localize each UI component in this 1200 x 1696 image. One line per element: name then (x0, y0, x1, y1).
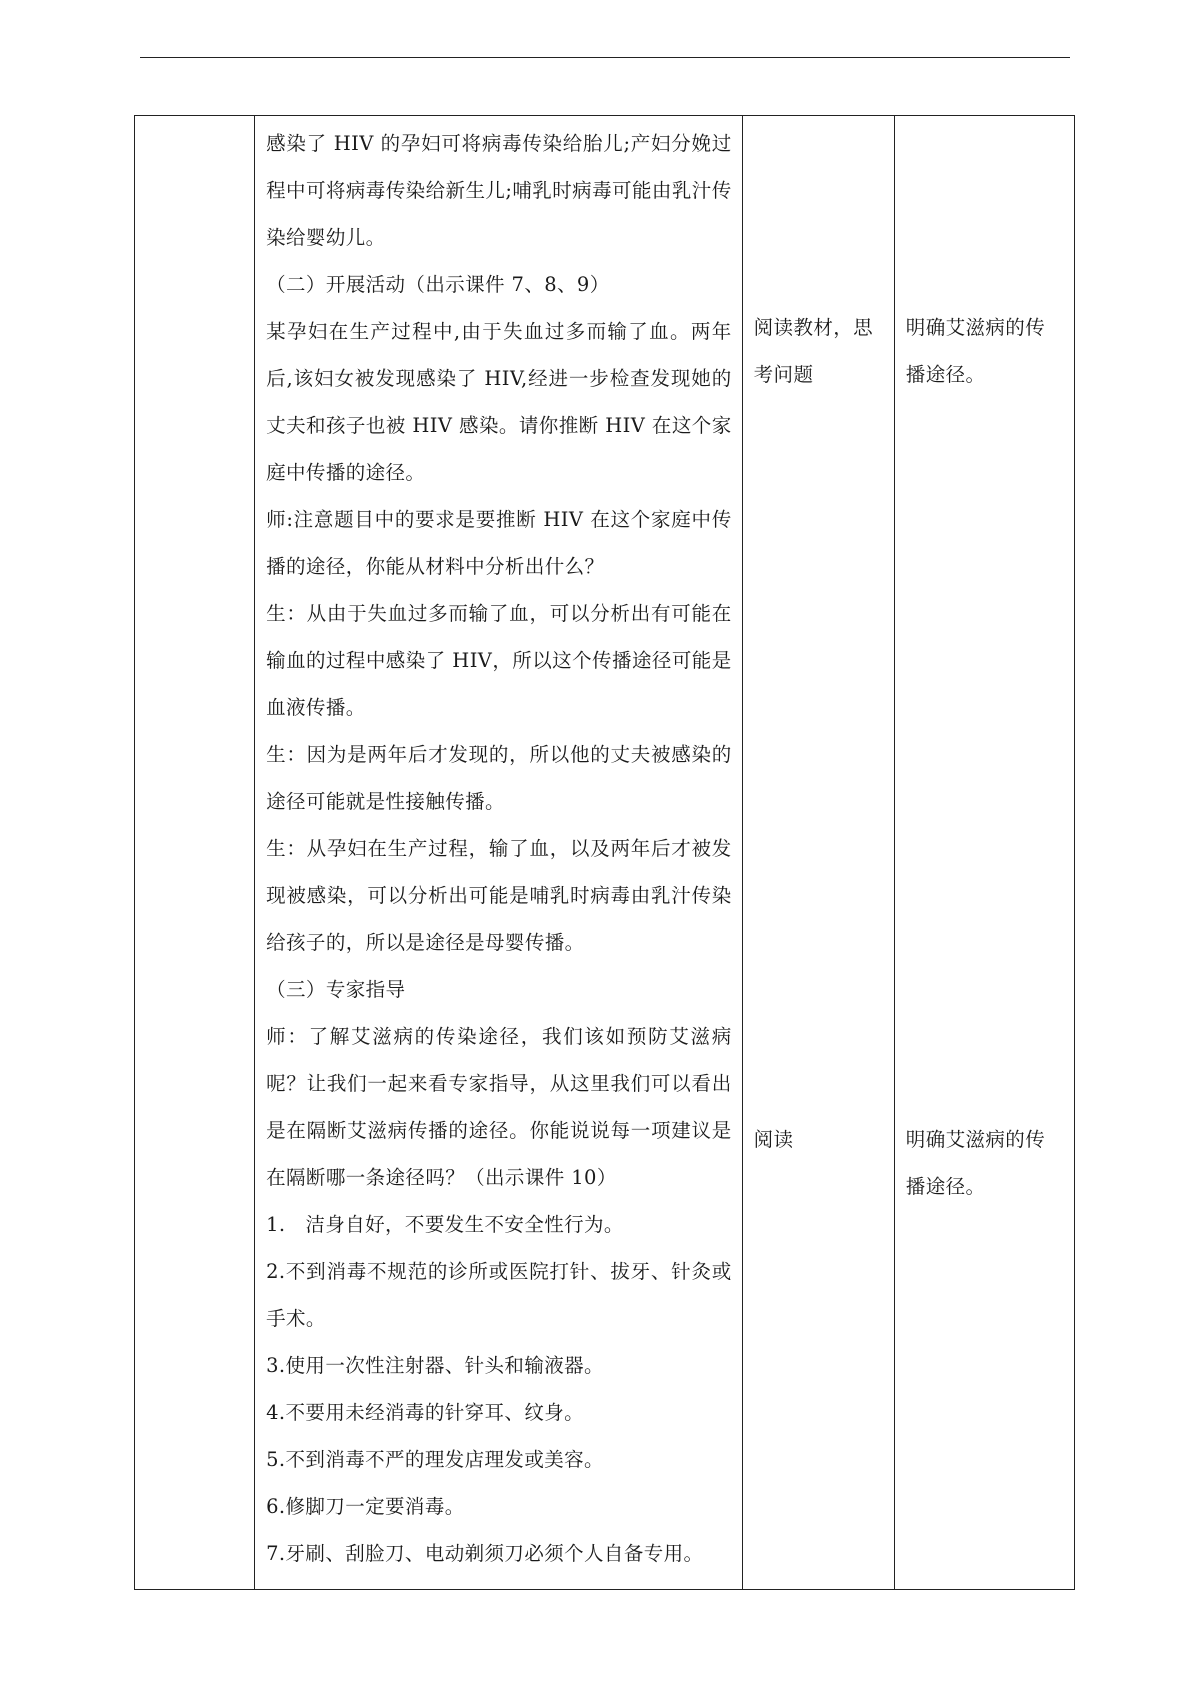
list-item-prevention-7: 7.牙刷、刮脸刀、电动剃须刀必须个人自备专用。 (266, 1542, 704, 1565)
list-item-prevention-4: 4.不要用未经消毒的针穿耳、纹身。 (266, 1401, 585, 1424)
lesson-plan-table (134, 115, 1075, 1590)
student-activity-read-think: 阅读教材，思考问题 (753, 316, 874, 386)
paragraph-case-study: 某孕妇在生产过程中,由于失血过多而输了血。两年后,该妇女被发现感染了 HIV,经进一步检查发现她的丈夫和孩子也被 HIV 感染。请你推断 HIV 在这个家庭中传播的途径。 (266, 320, 732, 484)
teaching-process-cell (255, 116, 743, 1590)
section-heading-expert-guidance: （三）专家指导 (266, 978, 406, 1001)
list-item-prevention-2: 2.不到消毒不规范的诊所或医院打针、拔牙、针灸或手术。 (266, 1260, 732, 1330)
paragraph-student-answer-sexual: 生：因为是两年后才发现的，所以他的丈夫被感染的途径可能就是性接触传播。 (266, 743, 732, 813)
design-intent-cell (894, 116, 1074, 1590)
design-intent-transmission-2: 明确艾滋病的传播途径。 (905, 1128, 1046, 1198)
list-item-prevention-1: 1. 洁身自好，不要发生不安全性行为。 (266, 1213, 624, 1236)
table-row (135, 116, 1075, 1590)
paragraph-teacher-question: 师:注意题目中的要求是要推断 HIV 在这个家庭中传播的途径，你能从材料中分析出什么？ (266, 508, 732, 578)
paragraph-teacher-prevention: 师：了解艾滋病的传染途径，我们该如预防艾滋病呢？让我们一起来看专家指导，从这里我们可以看出是在隔断艾滋病传播的途径。你能说说每一项建议是在隔断哪一条途径吗？（出示课件 10） (266, 1025, 732, 1189)
paragraph-hiv-mother-infant: 感染了 HIV 的孕妇可将病毒传染给胎儿;产妇分娩过程中可将病毒传染给新生儿;哺乳时病毒可能由乳汁传染给婴幼儿。 (266, 132, 732, 249)
list-item-prevention-6: 6.修脚刀一定要消毒。 (266, 1495, 465, 1518)
student-activity-cell (742, 116, 894, 1590)
design-intent-transmission-1: 明确艾滋病的传播途径。 (905, 316, 1046, 386)
header-rule (140, 57, 1070, 58)
stage-cell (135, 116, 255, 1590)
student-activity-read: 阅读 (753, 1128, 794, 1151)
list-item-prevention-5: 5.不到消毒不严的理发店理发或美容。 (266, 1448, 604, 1471)
section-heading-activity: （二）开展活动（出示课件 7、8、9） (266, 273, 610, 296)
paragraph-student-answer-mother-infant: 生：从孕妇在生产过程，输了血，以及两年后才被发现被感染，可以分析出可能是哺乳时病毒由乳汁传染给孩子的，所以是途径是母婴传播。 (266, 837, 732, 954)
list-item-prevention-3: 3.使用一次性注射器、针头和输液器。 (266, 1354, 604, 1377)
paragraph-student-answer-blood: 生：从由于失血过多而输了血，可以分析出有可能在输血的过程中感染了 HIV，所以这个传播途径可能是血液传播。 (266, 602, 732, 719)
